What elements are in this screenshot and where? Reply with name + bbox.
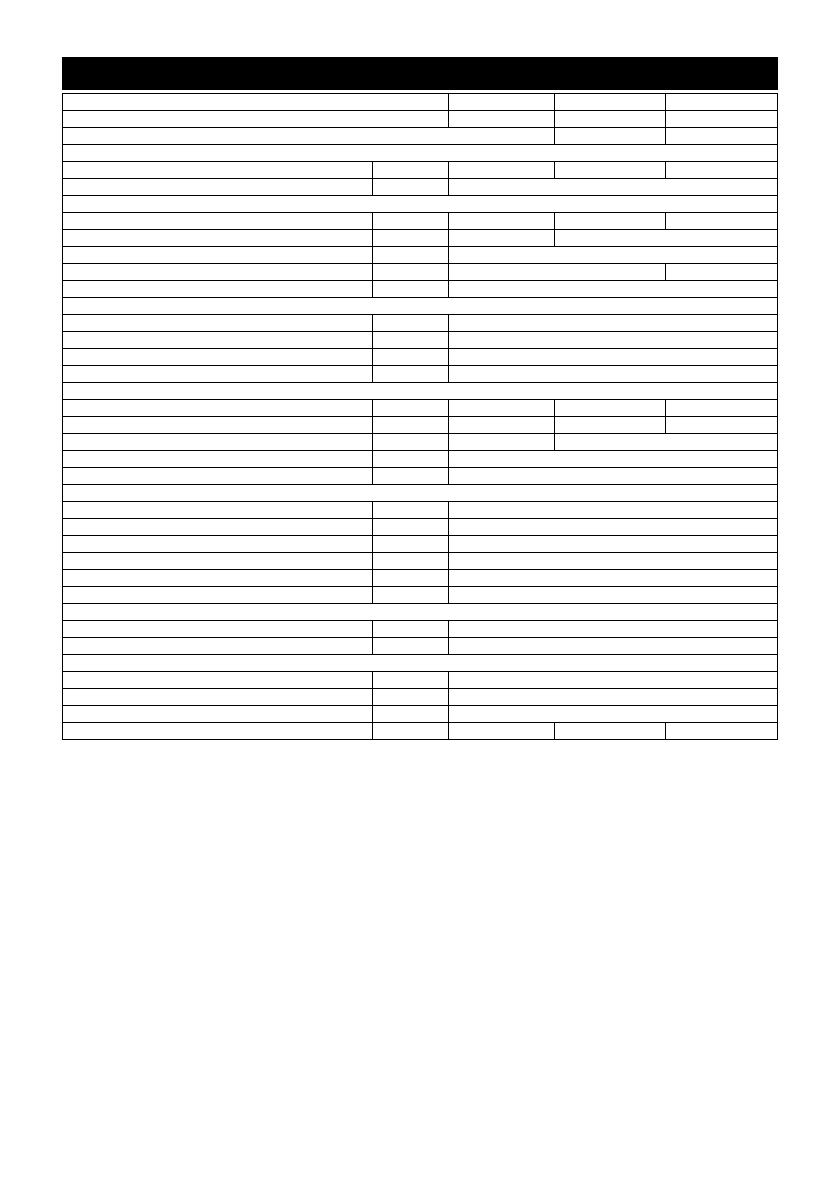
section-row-13: [63, 298, 778, 315]
row-35-col-b: [372, 672, 448, 689]
row-37-value: [448, 706, 777, 723]
row-6-label: [63, 179, 373, 196]
table-row: [63, 349, 778, 366]
row-37-label: [63, 706, 373, 723]
table-row: [63, 485, 778, 502]
row-12-col-b: [372, 281, 448, 298]
row-30-value: [448, 587, 777, 604]
row-26-col-b: [372, 519, 448, 536]
row-25-label: [63, 502, 373, 519]
table-row: [63, 655, 778, 672]
row-19-col-e: [666, 400, 778, 417]
table-row: [63, 94, 778, 111]
row-21-col-de: [554, 434, 777, 451]
row-23-col-b: [372, 468, 448, 485]
row-35-value: [448, 672, 777, 689]
row-28-value: [448, 553, 777, 570]
row-26-value: [448, 519, 777, 536]
table-row: [63, 553, 778, 570]
row-10-value: [448, 247, 777, 264]
row-17-value: [448, 366, 777, 383]
section-row-4: [63, 145, 778, 162]
row-32-label: [63, 621, 373, 638]
row-33-col-b: [372, 638, 448, 655]
row-5-col-c: [448, 162, 554, 179]
table-row: [63, 536, 778, 553]
table-row: [63, 621, 778, 638]
row-30-label: [63, 587, 373, 604]
row-19-label: [63, 400, 373, 417]
row-38-col-d: [554, 723, 666, 740]
section-row-7: [63, 196, 778, 213]
table-row: [63, 230, 778, 247]
section-row-34: [63, 655, 778, 672]
header-row-1-col-e: [666, 94, 778, 111]
table-row: [63, 162, 778, 179]
table-row: [63, 383, 778, 400]
row-12-value: [448, 281, 777, 298]
row-5-col-e: [666, 162, 778, 179]
row-37-col-b: [372, 706, 448, 723]
table-row: [63, 366, 778, 383]
row-22-value: [448, 451, 777, 468]
header-row-1-col-d: [554, 94, 666, 111]
row-30-col-b: [372, 587, 448, 604]
row-22-label: [63, 451, 373, 468]
row-29-col-b: [372, 570, 448, 587]
header-row-2-col-c: [448, 111, 554, 128]
table-row: [63, 400, 778, 417]
table-row: [63, 570, 778, 587]
row-14-label: [63, 315, 373, 332]
row-9-col-c: [448, 230, 554, 247]
row-29-value: [448, 570, 777, 587]
specification-table-container: [62, 57, 778, 740]
row-8-col-d: [554, 213, 666, 230]
row-11-col-cd: [448, 264, 665, 281]
row-9-col-b: [372, 230, 448, 247]
table-row: [63, 689, 778, 706]
row-9-label: [63, 230, 373, 247]
row-8-col-b: [372, 213, 448, 230]
row-5-col-d: [554, 162, 666, 179]
row-11-label: [63, 264, 373, 281]
table-row: [63, 502, 778, 519]
row-6-value: [448, 179, 777, 196]
row-16-col-b: [372, 349, 448, 366]
row-16-value: [448, 349, 777, 366]
table-row: [63, 451, 778, 468]
row-29-label: [63, 570, 373, 587]
row-38-col-c: [448, 723, 554, 740]
specification-table: [62, 93, 778, 740]
row-15-value: [448, 332, 777, 349]
table-row: [63, 468, 778, 485]
row-21-label: [63, 434, 373, 451]
row-35-label: [63, 672, 373, 689]
row-27-label: [63, 536, 373, 553]
row-10-label: [63, 247, 373, 264]
row-12-label: [63, 281, 373, 298]
row-20-col-b: [372, 417, 448, 434]
row-22-col-b: [372, 451, 448, 468]
table-row: [63, 434, 778, 451]
header-row-2-label: [63, 111, 449, 128]
row-8-col-c: [448, 213, 554, 230]
row-36-col-b: [372, 689, 448, 706]
row-26-label: [63, 519, 373, 536]
row-14-value: [448, 315, 777, 332]
table-row: [63, 298, 778, 315]
row-17-label: [63, 366, 373, 383]
table-row: [63, 315, 778, 332]
row-8-col-e: [666, 213, 778, 230]
header-row-1-label: [63, 94, 449, 111]
section-row-31: [63, 604, 778, 621]
row-11-col-e: [666, 264, 778, 281]
header-row-1-col-c: [448, 94, 554, 111]
table-row: [63, 128, 778, 145]
row-20-col-d: [554, 417, 666, 434]
table-row: [63, 196, 778, 213]
row-27-value: [448, 536, 777, 553]
row-21-col-c: [448, 434, 554, 451]
row-19-col-b: [372, 400, 448, 417]
table-row: [63, 587, 778, 604]
row-14-col-b: [372, 315, 448, 332]
table-row: [63, 264, 778, 281]
row-3-col-d: [554, 128, 666, 145]
row-17-col-b: [372, 366, 448, 383]
row-36-value: [448, 689, 777, 706]
row-20-col-e: [666, 417, 778, 434]
row-38-col-e: [666, 723, 778, 740]
header-row-2-col-d: [554, 111, 666, 128]
row-20-label: [63, 417, 373, 434]
row-11-col-b: [372, 264, 448, 281]
row-32-col-b: [372, 621, 448, 638]
row-23-value: [448, 468, 777, 485]
section-row-18: [63, 383, 778, 400]
row-36-label: [63, 689, 373, 706]
row-19-col-d: [554, 400, 666, 417]
row-27-col-b: [372, 536, 448, 553]
row-23-label: [63, 468, 373, 485]
table-row: [63, 706, 778, 723]
row-9-col-de: [554, 230, 777, 247]
row-3-label: [63, 128, 555, 145]
table-row: [63, 417, 778, 434]
table-row: [63, 247, 778, 264]
row-19-col-c: [448, 400, 554, 417]
row-5-label: [63, 162, 373, 179]
row-28-label: [63, 553, 373, 570]
row-28-col-b: [372, 553, 448, 570]
row-32-value: [448, 621, 777, 638]
row-16-label: [63, 349, 373, 366]
row-8-label: [63, 213, 373, 230]
row-33-label: [63, 638, 373, 655]
row-21-col-b: [372, 434, 448, 451]
row-25-value: [448, 502, 777, 519]
row-25-col-b: [372, 502, 448, 519]
row-15-label: [63, 332, 373, 349]
table-row: [63, 638, 778, 655]
table-row: [63, 179, 778, 196]
table-row: [63, 604, 778, 621]
table-row: [63, 332, 778, 349]
row-6-col-b: [372, 179, 448, 196]
row-5-col-b: [372, 162, 448, 179]
table-row: [63, 281, 778, 298]
row-20-col-c: [448, 417, 554, 434]
table-row: [63, 519, 778, 536]
section-row-24: [63, 485, 778, 502]
table-row: [63, 111, 778, 128]
header-row-2-col-e: [666, 111, 778, 128]
row-15-col-b: [372, 332, 448, 349]
document-title-bar: [62, 57, 778, 90]
row-38-col-b: [372, 723, 448, 740]
table-row: [63, 723, 778, 740]
row-10-col-b: [372, 247, 448, 264]
row-33-value: [448, 638, 777, 655]
row-38-label: [63, 723, 373, 740]
table-row: [63, 213, 778, 230]
table-row: [63, 145, 778, 162]
table-row: [63, 672, 778, 689]
row-3-col-e: [666, 128, 778, 145]
